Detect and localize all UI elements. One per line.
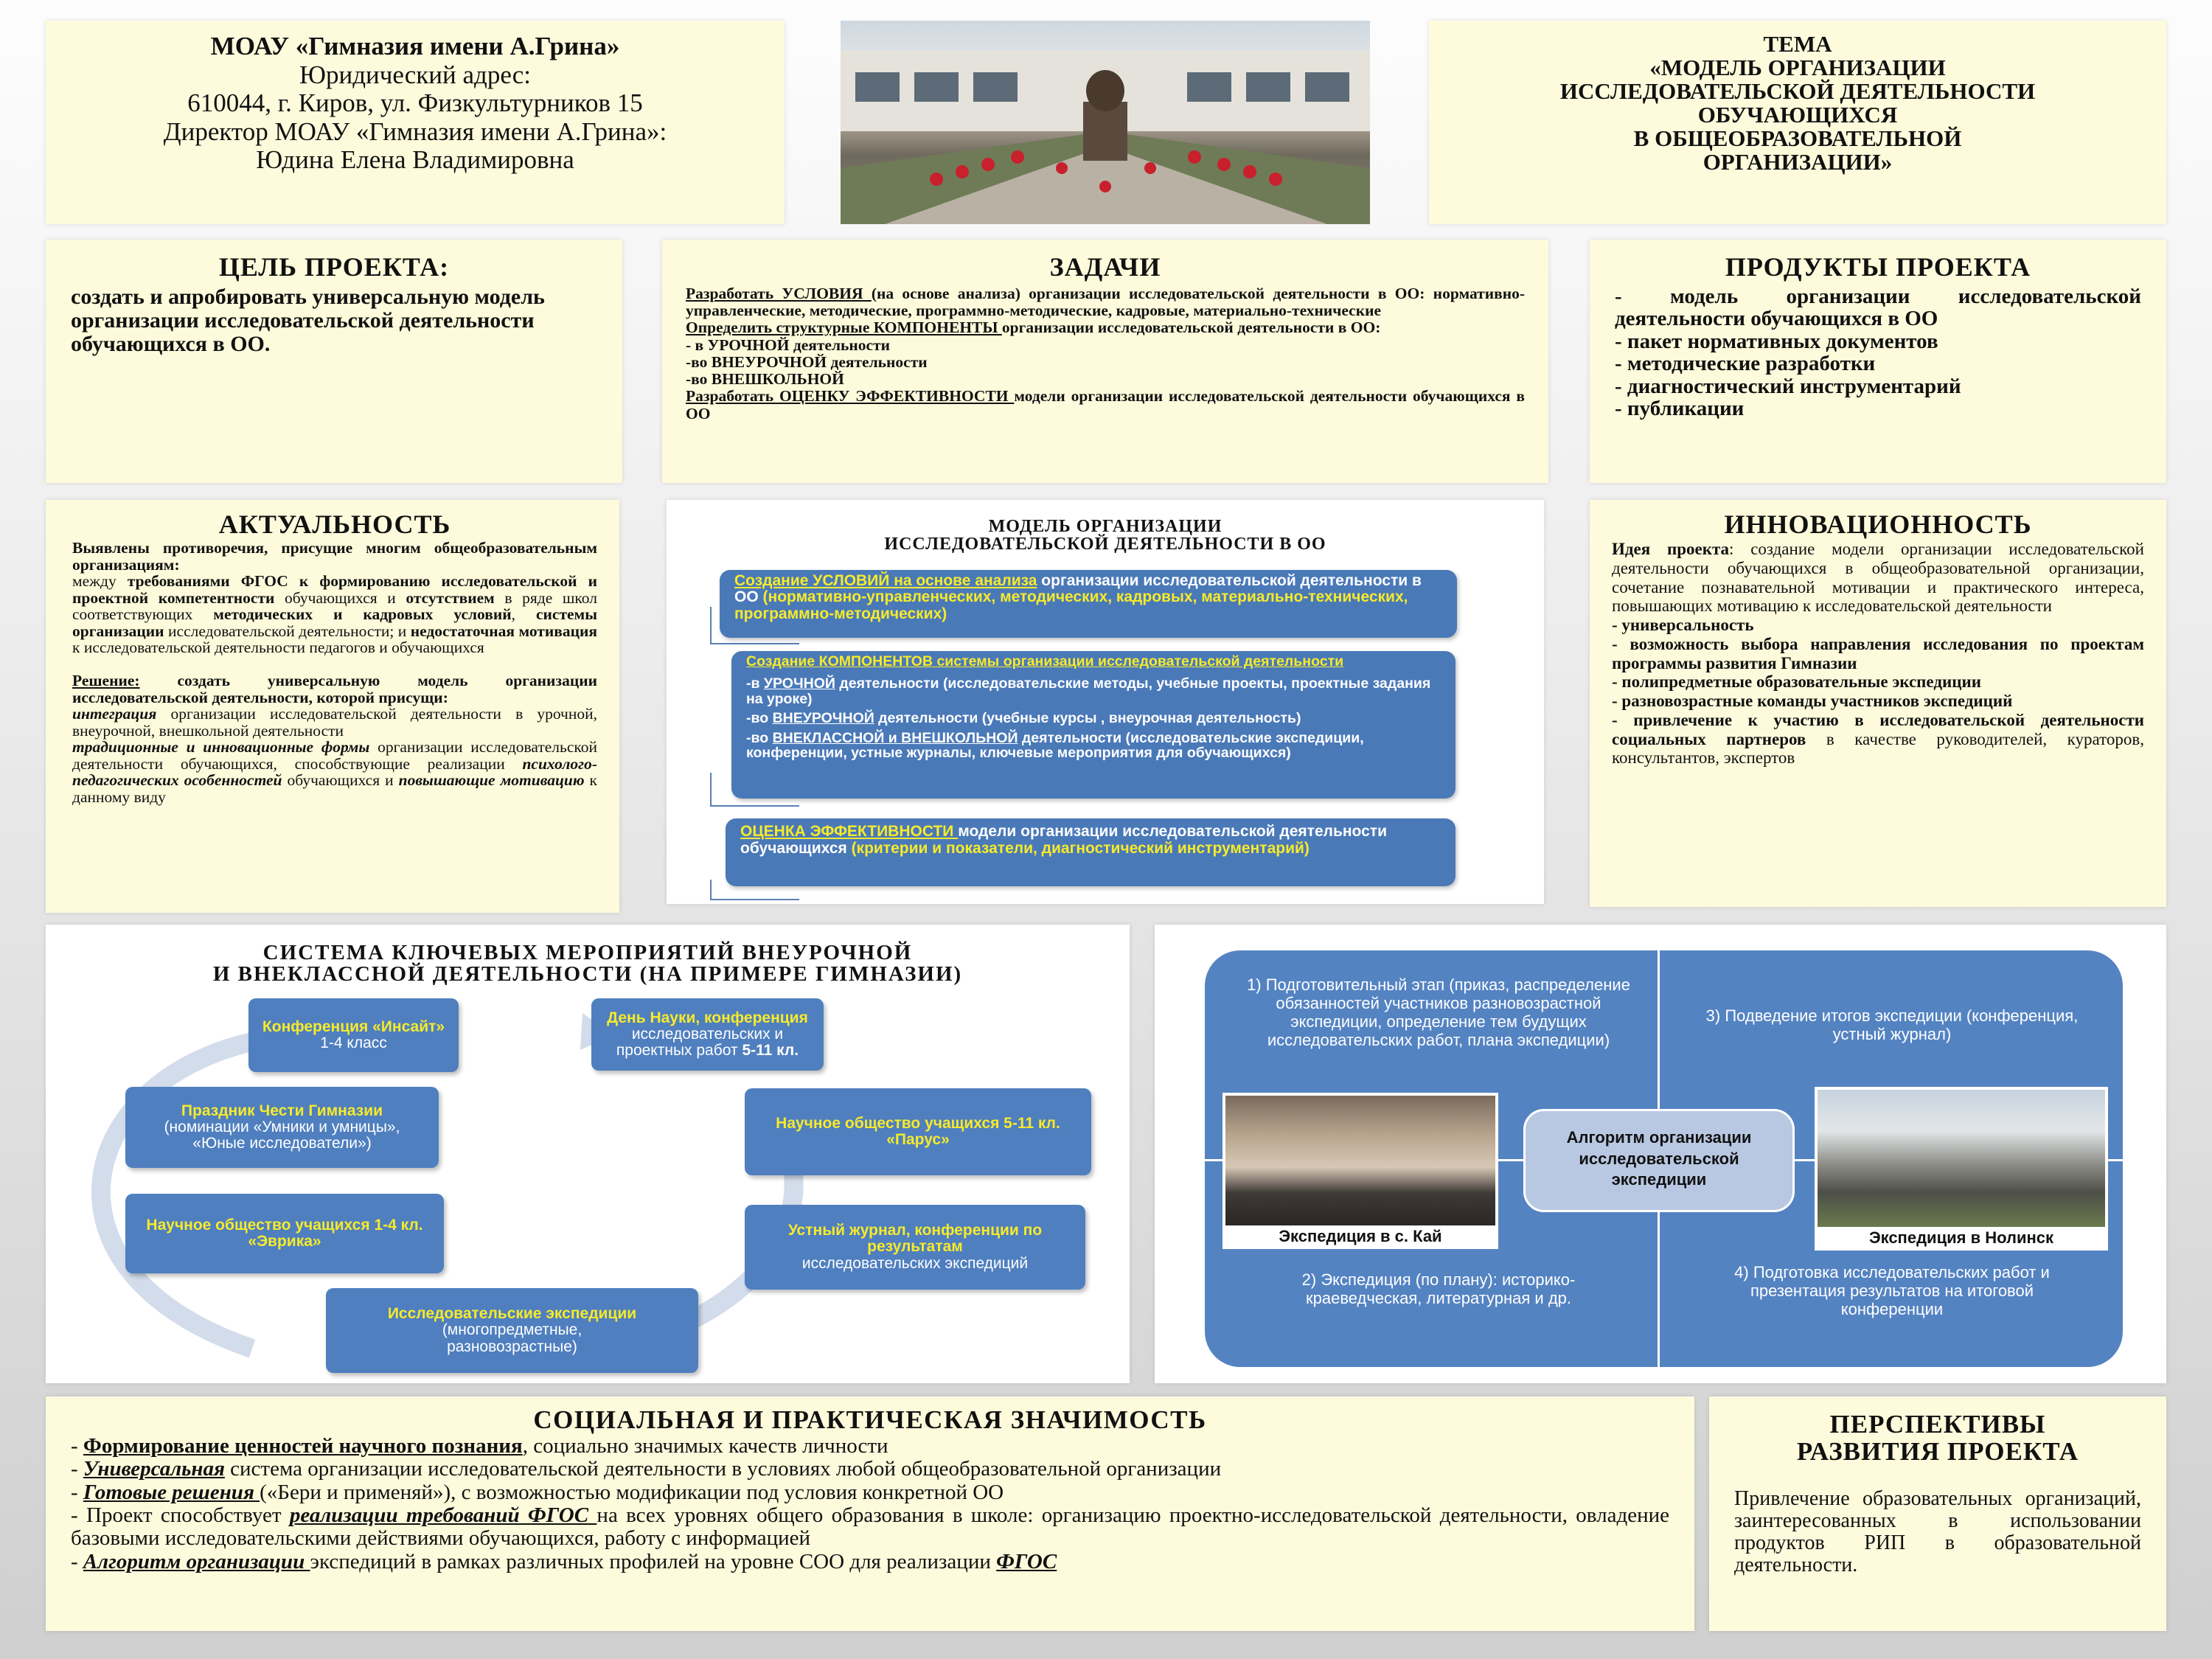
text-run: -во [746,729,773,746]
text-run: Алгоритм организации [83,1549,310,1573]
relevance-title: АКТУАЛЬНОСТЬ [218,509,451,539]
relevance-text [72,540,597,805]
idea-label: Идея проекта [1612,540,1730,558]
event-title: Научное общество учащихся 5-11 кл. «Парус» [776,1114,1060,1148]
director-label: Директор МОАУ «Гимназия имени А.Грина»: [163,116,667,146]
director-name: Юдина Елена Владимировна [256,145,574,174]
text-run: -во [746,710,773,727]
photo-nolinsk-image [1818,1090,2105,1227]
event-title: Праздник Чести Гимназии [181,1102,383,1119]
prospects-panel [1709,1397,2166,1631]
theme-line: «МОДЕЛЬ ОРГАНИЗАЦИИ [1649,54,1946,80]
model-title-line: ИССЛЕДОВАТЕЛЬСКОЙ ДЕЯТЕЛЬНОСТИ В ОО [884,535,1326,554]
solution-text: создать универсальную модель организации исследовательской деятельности, которой присущи: [72,671,597,706]
event-evrika [125,1194,444,1273]
event-parus [745,1088,1091,1175]
text-run: Универсальная [83,1457,225,1481]
text-run: экспедиций в рамках различных профилей на уровне СОО для реализации [310,1549,997,1573]
text-run: недостаточная мотивация [410,622,597,640]
theme-line: ТЕМА [1763,31,1832,57]
task-1-lead: Разработать УСЛОВИЯ [686,285,872,302]
text-run: («Бери и применяй»), с возможностью модификации под условия конкретной ОО [260,1480,1004,1504]
event-oral-journal [745,1205,1085,1290]
school-photo [841,21,1370,224]
idea-text: : создание модели организации исследовательской деятельности обучающихся в общеобразовательной организации, сочетание познавательной мотивации и практического интереса, повышающих мотивацию к исследовательской деятельности [1612,540,2144,616]
event-title: Конференция «Инсайт» [262,1018,445,1035]
text-run: в качестве руководителей, кураторов, консультантов, экспертов [1612,729,2144,768]
event-subtitle: (номинации «Умники и умницы», «Юные исследователи») [164,1118,400,1152]
goal-title: ЦЕЛЬ ПРОЕКТА: [218,252,450,282]
text-run: между [72,572,128,591]
products-title: ПРОДУКТЫ ПРОЕКТА [1725,252,2031,282]
school-info-panel [46,21,785,224]
text-run: , социально значимых качеств личности [522,1434,888,1458]
text-run: к данному виду [72,771,597,806]
event-science-day [591,998,824,1071]
significance-text [71,1435,1669,1573]
text-run: - [71,1480,83,1504]
algorithm-step-4: 4) Подготовка исследовательских работ и презентация результатов на итоговой конференции [1734,1263,2050,1318]
components-link: Создание КОМПОНЕНТОВ системы организации исследовательской деятельности [746,653,1344,669]
innovation-panel [1590,500,2166,907]
innovation-title: ИННОВАЦИОННОСТЬ [1724,509,2032,539]
text-run: система организации исследовательской деятельности в условиях любой общеобразовательной организации [224,1457,1222,1481]
text-run: (критерии и показатели, диагностический инструментарий) [851,840,1310,858]
text-run: модели организации исследовательской деятельности обучающихся [740,823,1387,858]
text-run: , [511,605,536,624]
solution-label: Решение: [72,671,140,689]
prospects-title-line: ПЕРСПЕКТИВЫ [1829,1410,2046,1439]
innovation-item: - возможность выбора направления исследования по проектам программы развития Гимназии [1612,634,2144,672]
text-run: отсутствием [406,588,495,607]
task-2-item: -во ВНЕУРОЧНОЙ деятельности [686,352,928,371]
text-run: - [71,1549,83,1573]
theme-line: ИССЛЕДОВАТЕЛЬСКОЙ ДЕЯТЕЛЬНОСТИ [1559,77,2036,104]
relevance-panel [46,500,619,913]
products-panel [1590,240,2166,483]
school-photo-illustration [841,21,1370,224]
photo-kai-image [1225,1096,1495,1225]
significance-title: СОЦИАЛЬНАЯ И ПРАКТИЧЕСКАЯ ЗНАЧИМОСТЬ [533,1405,1207,1434]
text-run: - Проект способствует [71,1503,290,1527]
task-1-text: (на основе анализа) организации исследовательской деятельности в ОО: нормативно-управленческие, методические, программно-методические, кадровые, материально-технические [686,285,1525,320]
text-run: психолого-педагогических особенностей [72,754,597,790]
product-item: - публикации [1615,397,1745,421]
product-item: - диагностический инструментарий [1615,374,1961,398]
text-run: интеграция [72,705,157,723]
events-panel [46,925,1130,1383]
algorithm-center-label: Алгоритм организации исследовательской экспедиции [1523,1109,1795,1212]
relevance-intro: Выявлены противоречия, присущие многим общеобразовательным организациям: [72,539,597,574]
product-item: - модель организации исследовательской деятельности обучающихся в ОО [1615,285,2141,331]
algorithm-step-3: 3) Подведение итогов экспедиции (конференция, устный журнал) [1705,1006,2079,1043]
text-run: - [71,1457,83,1481]
text-run: обучающихся и [274,588,406,607]
text-run: организации исследовательской деятельности в урочной, внеурочной, внешкольной деятельности [72,705,597,740]
school-name: МОАУ «Гимназия имени А.Грина» [210,32,620,60]
tasks-panel [662,240,1548,483]
goal-panel [46,240,622,483]
algorithm-step-2: 2) Экспедиция (по плану): историко-краеведческая, литературная и др. [1301,1270,1576,1307]
text-run: (нормативно-управленческих, методических, кадровых, материально-технических, программно-методических) [734,588,1408,622]
events-title-line: И ВНЕКЛАССНОЙ ДЕЯТЕЛЬНОСТИ (НА ПРИМЕРЕ ГИМНАЗИИ) [212,962,963,986]
significance-panel [46,1397,1694,1631]
event-title: День Науки, конференция [607,1009,808,1026]
product-item: - пакет нормативных документов [1615,329,1938,353]
text-run: повышающие мотивацию [398,771,585,790]
event-insight [248,998,459,1072]
theme-line: ОРГАНИЗАЦИИ» [1703,148,1893,175]
prospects-title-line: РАЗВИТИЯ ПРОЕКТА [1796,1436,2079,1466]
innovation-item: - привлечение к участию в исследовательской деятельности социальных партнеров [1612,710,2144,748]
expedition-photo-kai [1222,1093,1498,1249]
text-run: 5-11 кл. [742,1042,799,1060]
events-title-line: СИСТЕМА КЛЮЧЕВЫХ МЕРОПРИЯТИЙ ВНЕУРОЧНОЙ [262,941,913,964]
text-run: на всех уровнях общего образования в школе: организацию проектно-исследовательской деятельности, овладение базовыми исследовательскими действиями обучающихся, работу с информацией [71,1503,1669,1551]
text-run: ФГОС [996,1549,1057,1573]
photo-nolinsk-caption: Экспедиция в Нолинск [1868,1228,2054,1247]
expedition-photo-nolinsk [1815,1087,2108,1251]
task-3-text: модели организации исследовательской деятельности обучающихся в ОО [686,387,1526,422]
product-item: - методические разработки [1615,352,1876,376]
tasks-text [686,285,1525,422]
model-block-evaluation [726,818,1455,886]
conditions-link: Создание УСЛОВИЙ на основе анализа [734,572,1037,589]
algorithm-panel [1155,925,2166,1383]
task-2-text: организации исследовательской деятельности в ОО: [1001,319,1381,337]
innovation-item: - разновозрастные команды участников экспедиций [1612,692,2013,710]
text-run: деятельности (учебные курсы , внеурочная деятельность) [874,710,1301,727]
text-run: деятельности (исследовательские методы, учебные проекты, проектные задания на уроке) [746,675,1431,707]
text-run: исследовательской деятельности; и [164,622,411,640]
text-run: ВНЕУРОЧНОЙ [772,710,874,727]
text-run: обучающихся и [282,771,399,790]
text-run: проектных работ [616,1042,742,1060]
text-run: -в [746,675,764,692]
model-block-components [731,651,1455,799]
text-run: организации исследовательской деятельности обучающихся, способствующие реализации [72,738,597,773]
task-2-lead: Определить структурные КОМПОНЕНТЫ [686,319,1002,337]
text-run: деятельности (исследовательские экспедиции, конференции, устные журналы, ключевые мероприятия для обучающихся) [746,729,1364,762]
address: 610044, г. Киров, ул. Физкультурников 15 [187,88,643,117]
text-run: требованиями ФГОС к формированию исследовательской и проектной компетентности [72,572,597,607]
innovation-item: - универсальность [1612,616,1754,634]
task-3-lead: Разработать ОЦЕНКУ ЭФФЕКТИВНОСТИ [686,387,1015,406]
innovation-text [1612,540,2144,768]
text-run: методических и кадровых условий [213,605,512,624]
text-run: организации исследовательской деятельности в ОО [734,572,1422,606]
event-expeditions [326,1288,698,1373]
prospects-text: Привлечение образовательных организаций, заинтересованных в использовании продуктов РИП в образовательной деятельности. [1734,1486,2141,1577]
text-run: системы организации [72,605,597,640]
text-run: в ряде школ соответствующих [72,588,597,624]
event-title: Научное общество учащихся 1-4 кл. «Эврика» [146,1216,423,1250]
event-title: Исследовательские экспедиции [387,1305,637,1323]
event-subtitle: (многопредметные, разновозрастные) [442,1321,582,1355]
products-list [1615,285,2141,420]
task-2-item: - в УРОЧНОЙ деятельности [686,335,891,354]
address-label: Юридический адрес: [299,60,531,89]
text-run: УРОЧНОЙ [763,675,835,692]
text-run: реализации требований ФГОС [289,1503,597,1527]
goal-text: создать и апробировать универсальную модель организации исследовательской деятельности обучающихся в ОО. [71,285,545,356]
algorithm-step-1: 1) Подготовительный этап (приказ, распределение обязанностей участников разновозрастной экспедиции, определение тем будущих исследовательских работ, плана экспедиции) [1247,975,1630,1049]
text-run: Готовые решения [83,1480,260,1504]
text-run: Формирование ценностей научного познания [83,1434,523,1458]
model-title-line: МОДЕЛЬ ОРГАНИЗАЦИИ [988,517,1222,536]
innovation-item: - полипредметные образовательные экспедиции [1612,672,1981,692]
text-run: ВНЕКЛАССНОЙ и ВНЕШКОЛЬНОЙ [772,729,1018,746]
model-block-conditions [720,570,1457,638]
theme-line: ОБУЧАЮЩИХСЯ [1697,101,1898,128]
prospects-title [1734,1411,2141,1466]
event-honor-day [125,1087,439,1168]
task-2-item: -во ВНЕШКОЛЬНОЙ [686,370,844,389]
photo-kai-caption: Экспедиция в с. Кай [1279,1227,1442,1245]
theme-panel [1429,21,2166,224]
theme-line: В ОБЩЕОБРАЗОВАТЕЛЬНОЙ [1633,125,1962,151]
event-title: Устный журнал, конференции по результатам [787,1222,1043,1256]
tasks-title: ЗАДАЧИ [1049,252,1161,282]
event-subtitle: исследовательских и [631,1025,784,1043]
text-run: традиционные и инновационные формы [72,738,370,757]
model-panel [667,500,1544,904]
event-subtitle: 1-4 класс [320,1034,387,1051]
text-run: к исследовательской деятельности педагогов и обучающихся [72,639,484,657]
text-run: - [71,1434,83,1458]
evaluation-link: ОЦЕНКА ЭФФЕКТИВНОСТИ [740,823,959,840]
event-subtitle: исследовательских экспедиций [801,1254,1029,1272]
